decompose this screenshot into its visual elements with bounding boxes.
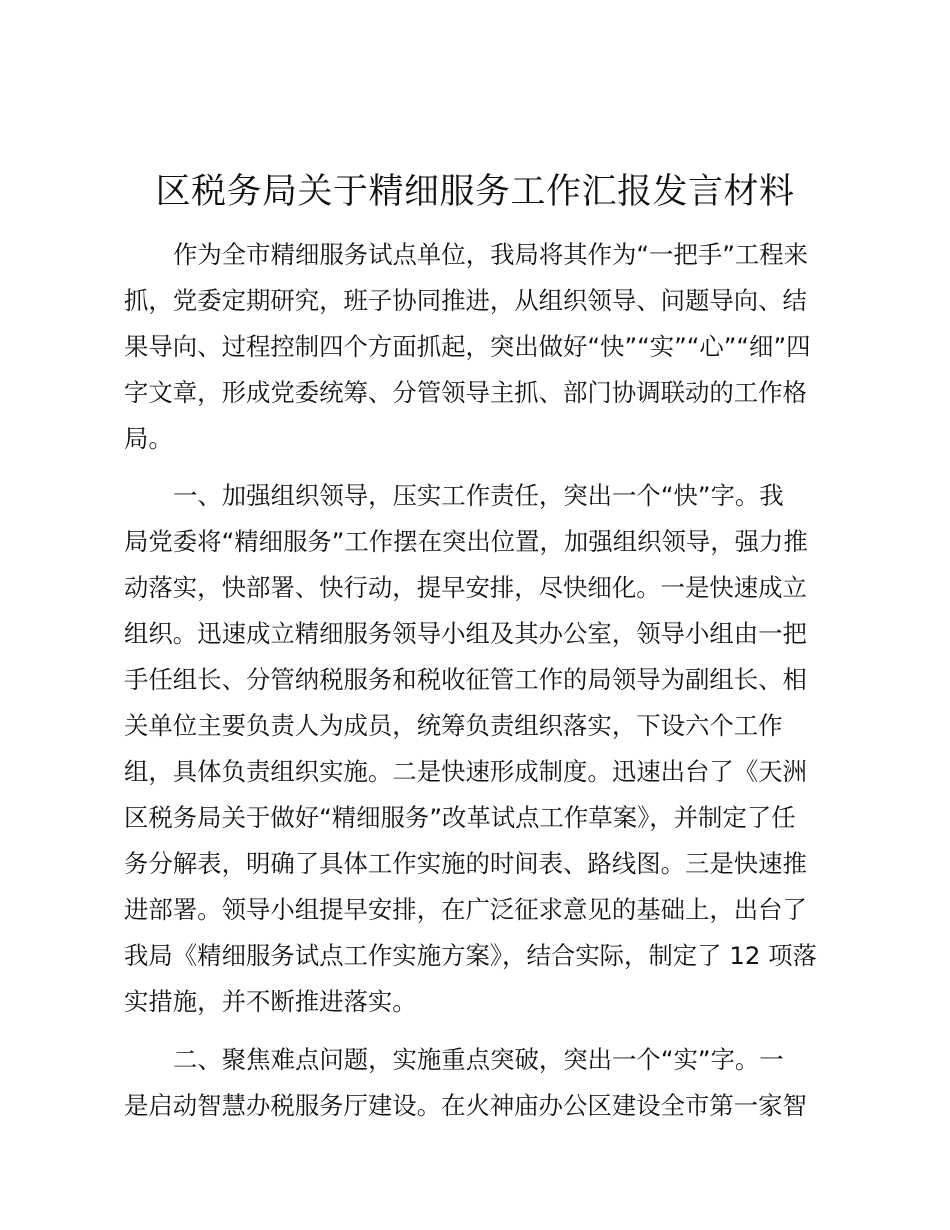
paragraph-2-line-1: 一、加强组织领导，压实工作责任，突出一个“快”字。我 [173,481,784,510]
paragraph-1-line-3: 果导向、过程控制四个方面抓起，突出做好“快”“实”“心”“细”四 [124,332,811,361]
paragraph-2-line-10: 进部署。领导小组提早安排，在广泛征求意见的基础上，出台了 [124,895,807,924]
paragraph-2-line-9: 务分解表，明确了具体工作实施的时间表、路线图。三是快速推 [124,849,807,878]
paragraph-2-line-5: 手任组长、分管纳税服务和税收征管工作的局领导为副组长、相 [124,665,807,694]
paragraph-2-line-4: 组织。迅速成立精细服务领导小组及其办公室，领导小组由一把 [124,619,807,648]
paragraph-3-line-2: 是启动智慧办税服务厅建设。在火神庙办公区建设全市第一家智 [124,1091,807,1120]
paragraph-2-line-7: 组，具体负责组织实施。二是快速形成制度。迅速出台了《天洲 [124,757,807,786]
paragraph-1-line-2: 抓，党委定期研究，班子协同推进，从组织领导、问题导向、结 [124,286,807,315]
paragraph-2-line-3: 动落实，快部署、快行动，提早安排，尽快细化。一是快速成立 [124,573,807,602]
paragraph-2-line-12: 实措施，并不断推进落实。 [124,987,417,1016]
document-title: 区税务局关于精细服务工作汇报发言材料 [155,172,795,212]
paragraph-1-line-5: 局。 [124,424,173,453]
paragraph-2-line-11: 我局《精细服务试点工作实施方案》，结合实际，制定了 12 项落 [124,941,817,970]
paragraph-2-line-6: 关单位主要负责人为成员，统筹负责组织落实，下设六个工作 [124,711,783,740]
paragraph-2-line-2: 局党委将“精细服务”工作摆在突出位置，加强组织领导，强力推 [124,527,808,556]
paragraph-2-line-8: 区税务局关于做好“精细服务”改革试点工作草案》，并制定了任 [124,803,796,832]
paragraph-1-line-4: 字文章，形成党委统筹、分管领导主抓、部门协调联动的工作格 [124,378,807,407]
document-body [124,232,844,1129]
paragraph-1-line-1: 作为全市精细服务试点单位，我局将其作为“一把手”工程来 [173,240,809,269]
paragraph-3-line-1: 二、聚焦难点问题，实施重点突破，突出一个“实”字。一 [173,1045,784,1074]
